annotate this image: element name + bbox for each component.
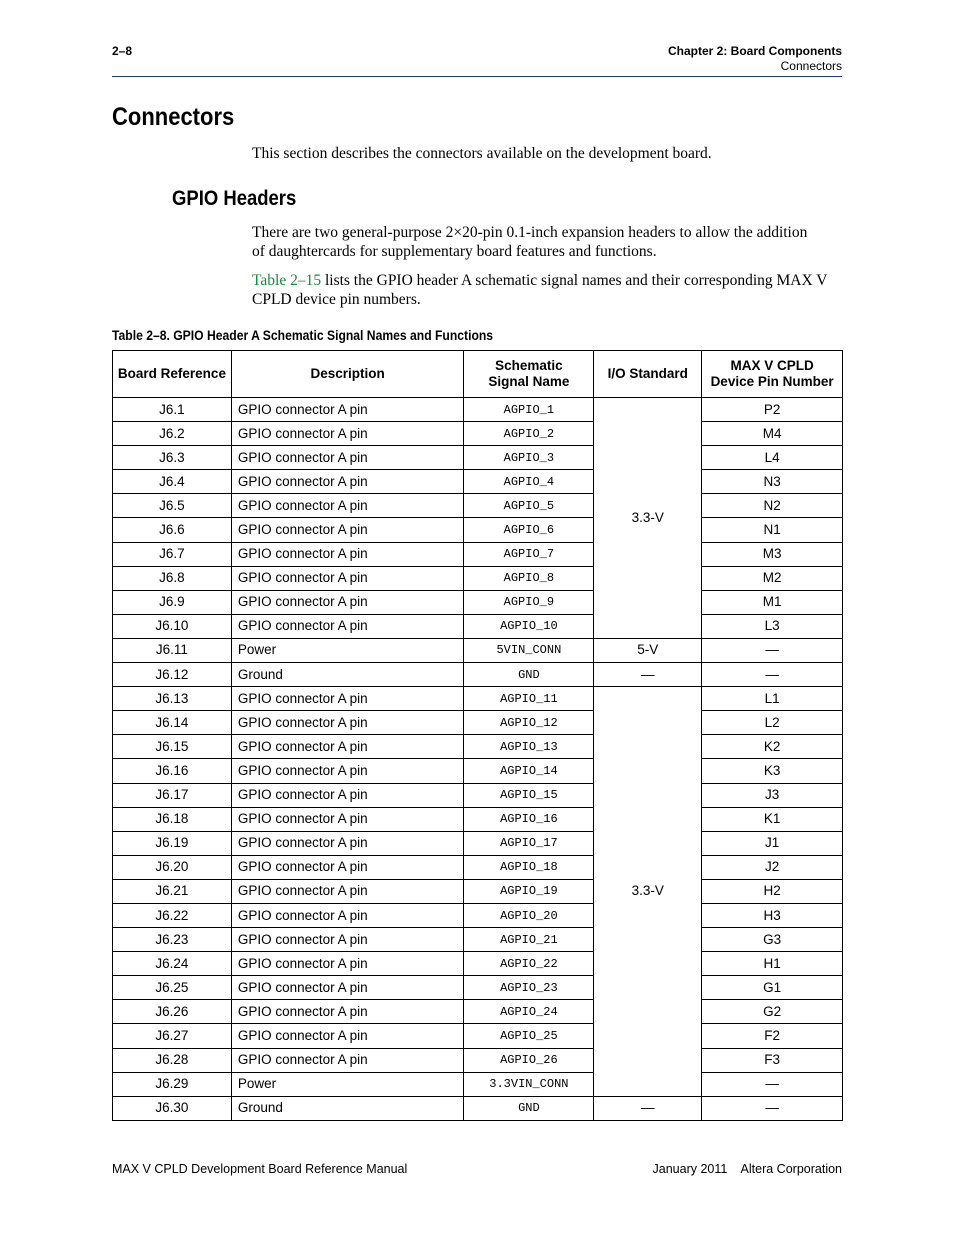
cell-board-reference: J6.30 — [113, 1096, 232, 1120]
gpio-table — [112, 350, 843, 1121]
cell-pin-number: L1 — [702, 687, 843, 711]
cell-board-reference: J6.3 — [113, 446, 232, 470]
table-row — [113, 542, 843, 566]
page-title: Connectors — [112, 103, 235, 131]
cell-signal-name: AGPIO_24 — [464, 1000, 594, 1024]
cell-board-reference: J6.16 — [113, 759, 232, 783]
cell-board-reference: J6.15 — [113, 735, 232, 759]
cell-signal-name: AGPIO_16 — [464, 807, 594, 831]
cell-pin-number: N3 — [702, 470, 843, 494]
cell-board-reference: J6.28 — [113, 1048, 232, 1072]
cell-signal-name: AGPIO_5 — [464, 494, 594, 518]
cell-board-reference: J6.5 — [113, 494, 232, 518]
table-row — [113, 1072, 843, 1096]
cell-pin-number: K2 — [702, 735, 843, 759]
cell-pin-number: M2 — [702, 566, 843, 590]
cell-pin-number: J3 — [702, 783, 843, 807]
cell-description: GPIO connector A pin — [231, 566, 464, 590]
cell-description: GPIO connector A pin — [231, 928, 464, 952]
cell-board-reference: J6.9 — [113, 590, 232, 614]
cell-pin-number: L3 — [702, 614, 843, 638]
cell-description: GPIO connector A pin — [231, 735, 464, 759]
table-row — [113, 855, 843, 879]
cell-pin-number: — — [702, 1072, 843, 1096]
cell-description: GPIO connector A pin — [231, 494, 464, 518]
cell-description: GPIO connector A pin — [231, 614, 464, 638]
table-row — [113, 928, 843, 952]
cell-description: GPIO connector A pin — [231, 542, 464, 566]
cell-io-standard: — — [594, 663, 702, 687]
cell-signal-name: AGPIO_20 — [464, 903, 594, 927]
header-description: Description — [231, 351, 464, 398]
cell-description: GPIO connector A pin — [231, 446, 464, 470]
cell-description: Power — [231, 638, 464, 662]
table-row — [113, 638, 843, 662]
cell-signal-name: AGPIO_6 — [464, 518, 594, 542]
cell-pin-number: F2 — [702, 1024, 843, 1048]
cell-board-reference: J6.24 — [113, 952, 232, 976]
cell-pin-number: K1 — [702, 807, 843, 831]
table-row — [113, 1000, 843, 1024]
table-row — [113, 1048, 843, 1072]
cell-description: Ground — [231, 1096, 464, 1120]
cell-description: GPIO connector A pin — [231, 1024, 464, 1048]
cell-board-reference: J6.2 — [113, 422, 232, 446]
cell-description: Ground — [231, 663, 464, 687]
cell-pin-number: H1 — [702, 952, 843, 976]
cell-io-standard: — — [594, 1096, 702, 1120]
table-row — [113, 976, 843, 1000]
cell-board-reference: J6.10 — [113, 614, 232, 638]
cell-pin-number: N2 — [702, 494, 843, 518]
cell-signal-name: AGPIO_11 — [464, 687, 594, 711]
cell-signal-name: AGPIO_21 — [464, 928, 594, 952]
cell-description: GPIO connector A pin — [231, 1048, 464, 1072]
cell-description: GPIO connector A pin — [231, 831, 464, 855]
cell-signal-name: AGPIO_22 — [464, 952, 594, 976]
cell-signal-name: GND — [464, 663, 594, 687]
cell-description: GPIO connector A pin — [231, 759, 464, 783]
table-row — [113, 879, 843, 903]
cell-signal-name: AGPIO_23 — [464, 976, 594, 1000]
cell-pin-number: J2 — [702, 855, 843, 879]
cell-pin-number: J1 — [702, 831, 843, 855]
cell-description: GPIO connector A pin — [231, 952, 464, 976]
cell-board-reference: J6.13 — [113, 687, 232, 711]
cell-board-reference: J6.17 — [113, 783, 232, 807]
cell-signal-name: AGPIO_8 — [464, 566, 594, 590]
cell-pin-number: P2 — [702, 398, 843, 422]
cell-board-reference: J6.26 — [113, 1000, 232, 1024]
cell-signal-name: 3.3VIN_CONN — [464, 1072, 594, 1096]
header-pin-number: MAX V CPLD Device Pin Number — [702, 351, 843, 398]
footer-manual-title: MAX V CPLD Development Board Reference Manual — [112, 1162, 408, 1176]
cell-board-reference: J6.18 — [113, 807, 232, 831]
cell-signal-name: AGPIO_18 — [464, 855, 594, 879]
cell-signal-name: AGPIO_3 — [464, 446, 594, 470]
cell-signal-name: AGPIO_12 — [464, 711, 594, 735]
cell-pin-number: F3 — [702, 1048, 843, 1072]
table-reference-text: lists the GPIO header A schematic signal names and their corresponding MAX V CPLD device pin numbers. — [252, 272, 828, 308]
cell-board-reference: J6.14 — [113, 711, 232, 735]
cell-signal-name: AGPIO_9 — [464, 590, 594, 614]
table-row — [113, 807, 843, 831]
cell-signal-name: AGPIO_14 — [464, 759, 594, 783]
cell-pin-number: — — [702, 1096, 843, 1120]
table-row — [113, 614, 843, 638]
chapter-title: Chapter 2: Board Components — [667, 44, 842, 58]
header-signal-name: Schematic Signal Name — [464, 351, 594, 398]
cell-io-standard: 3.3-V — [594, 398, 702, 639]
cell-signal-name: AGPIO_26 — [464, 1048, 594, 1072]
cell-signal-name: AGPIO_7 — [464, 542, 594, 566]
cell-pin-number: — — [702, 638, 843, 662]
table-row — [113, 783, 843, 807]
table-row — [113, 711, 843, 735]
table-row — [113, 566, 843, 590]
cell-io-standard: 3.3-V — [594, 687, 702, 1097]
table-row — [113, 518, 843, 542]
cell-board-reference: J6.8 — [113, 566, 232, 590]
cell-description: GPIO connector A pin — [231, 518, 464, 542]
cell-board-reference: J6.22 — [113, 903, 232, 927]
cell-signal-name: GND — [464, 1096, 594, 1120]
cell-pin-number: L2 — [702, 711, 843, 735]
cell-description: GPIO connector A pin — [231, 783, 464, 807]
cell-signal-name: AGPIO_4 — [464, 470, 594, 494]
table-row — [113, 494, 843, 518]
intro-paragraph: This section describes the connectors available on the development board. — [252, 145, 712, 162]
section-title: Connectors — [780, 59, 842, 73]
running-header — [668, 44, 842, 74]
header-rule — [112, 76, 842, 77]
cell-signal-name: AGPIO_15 — [464, 783, 594, 807]
cell-pin-number: N1 — [702, 518, 843, 542]
table-link[interactable]: Table 2–15 — [252, 272, 322, 289]
cell-signal-name: 5VIN_CONN — [464, 638, 594, 662]
table-row — [113, 687, 843, 711]
cell-description: GPIO connector A pin — [231, 1000, 464, 1024]
cell-signal-name: AGPIO_19 — [464, 879, 594, 903]
cell-board-reference: J6.1 — [113, 398, 232, 422]
cell-pin-number: G3 — [702, 928, 843, 952]
table-reference-paragraph — [252, 271, 842, 309]
table-row — [113, 759, 843, 783]
cell-board-reference: J6.6 — [113, 518, 232, 542]
cell-description: GPIO connector A pin — [231, 590, 464, 614]
cell-pin-number: — — [702, 663, 843, 687]
cell-pin-number: K3 — [702, 759, 843, 783]
table-row — [113, 422, 843, 446]
cell-board-reference: J6.4 — [113, 470, 232, 494]
table-row — [113, 735, 843, 759]
cell-description: GPIO connector A pin — [231, 807, 464, 831]
cell-pin-number: H3 — [702, 903, 843, 927]
table-row — [113, 446, 843, 470]
cell-pin-number: M4 — [702, 422, 843, 446]
table-row — [113, 831, 843, 855]
cell-pin-number: M3 — [702, 542, 843, 566]
cell-description: GPIO connector A pin — [231, 976, 464, 1000]
cell-description: GPIO connector A pin — [231, 422, 464, 446]
gpio-paragraph: There are two general-purpose 2×20-pin 0.1-inch expansion headers to allow the addition of daughtercards for supplementary board features and functions. — [252, 224, 808, 260]
cell-board-reference: J6.27 — [113, 1024, 232, 1048]
table-row — [113, 470, 843, 494]
table-row — [113, 398, 843, 422]
cell-pin-number: G2 — [702, 1000, 843, 1024]
cell-pin-number: L4 — [702, 446, 843, 470]
cell-description: GPIO connector A pin — [231, 398, 464, 422]
cell-description: GPIO connector A pin — [231, 879, 464, 903]
table-row — [113, 590, 843, 614]
page-number: 2–8 — [112, 44, 133, 58]
table-row — [113, 952, 843, 976]
cell-signal-name: AGPIO_13 — [464, 735, 594, 759]
cell-board-reference: J6.7 — [113, 542, 232, 566]
section-heading: GPIO Headers — [172, 187, 297, 210]
table-row — [113, 663, 843, 687]
cell-board-reference: J6.25 — [113, 976, 232, 1000]
footer-date-company: January 2011 Altera Corporation — [652, 1162, 842, 1176]
cell-board-reference: J6.20 — [113, 855, 232, 879]
cell-board-reference: J6.23 — [113, 928, 232, 952]
cell-signal-name: AGPIO_2 — [464, 422, 594, 446]
cell-signal-name: AGPIO_10 — [464, 614, 594, 638]
cell-description: GPIO connector A pin — [231, 711, 464, 735]
cell-io-standard: 5-V — [594, 638, 702, 662]
cell-signal-name: AGPIO_25 — [464, 1024, 594, 1048]
cell-board-reference: J6.11 — [113, 638, 232, 662]
cell-board-reference: J6.19 — [113, 831, 232, 855]
cell-description: GPIO connector A pin — [231, 903, 464, 927]
cell-signal-name: AGPIO_17 — [464, 831, 594, 855]
header-io-standard: I/O Standard — [594, 351, 702, 398]
cell-description: GPIO connector A pin — [231, 855, 464, 879]
cell-board-reference: J6.12 — [113, 663, 232, 687]
table-row — [113, 903, 843, 927]
cell-board-reference: J6.21 — [113, 879, 232, 903]
cell-description: GPIO connector A pin — [231, 470, 464, 494]
cell-pin-number: M1 — [702, 590, 843, 614]
cell-board-reference: J6.29 — [113, 1072, 232, 1096]
cell-pin-number: G1 — [702, 976, 843, 1000]
table-row — [113, 1096, 843, 1120]
cell-signal-name: AGPIO_1 — [464, 398, 594, 422]
cell-pin-number: H2 — [702, 879, 843, 903]
cell-description: GPIO connector A pin — [231, 687, 464, 711]
table-header-row — [113, 351, 843, 398]
table-row — [113, 1024, 843, 1048]
header-board-reference: Board Reference — [113, 351, 232, 398]
table-caption: Table 2–8. GPIO Header A Schematic Signal Names and Functions — [112, 328, 494, 343]
cell-description: Power — [231, 1072, 464, 1096]
